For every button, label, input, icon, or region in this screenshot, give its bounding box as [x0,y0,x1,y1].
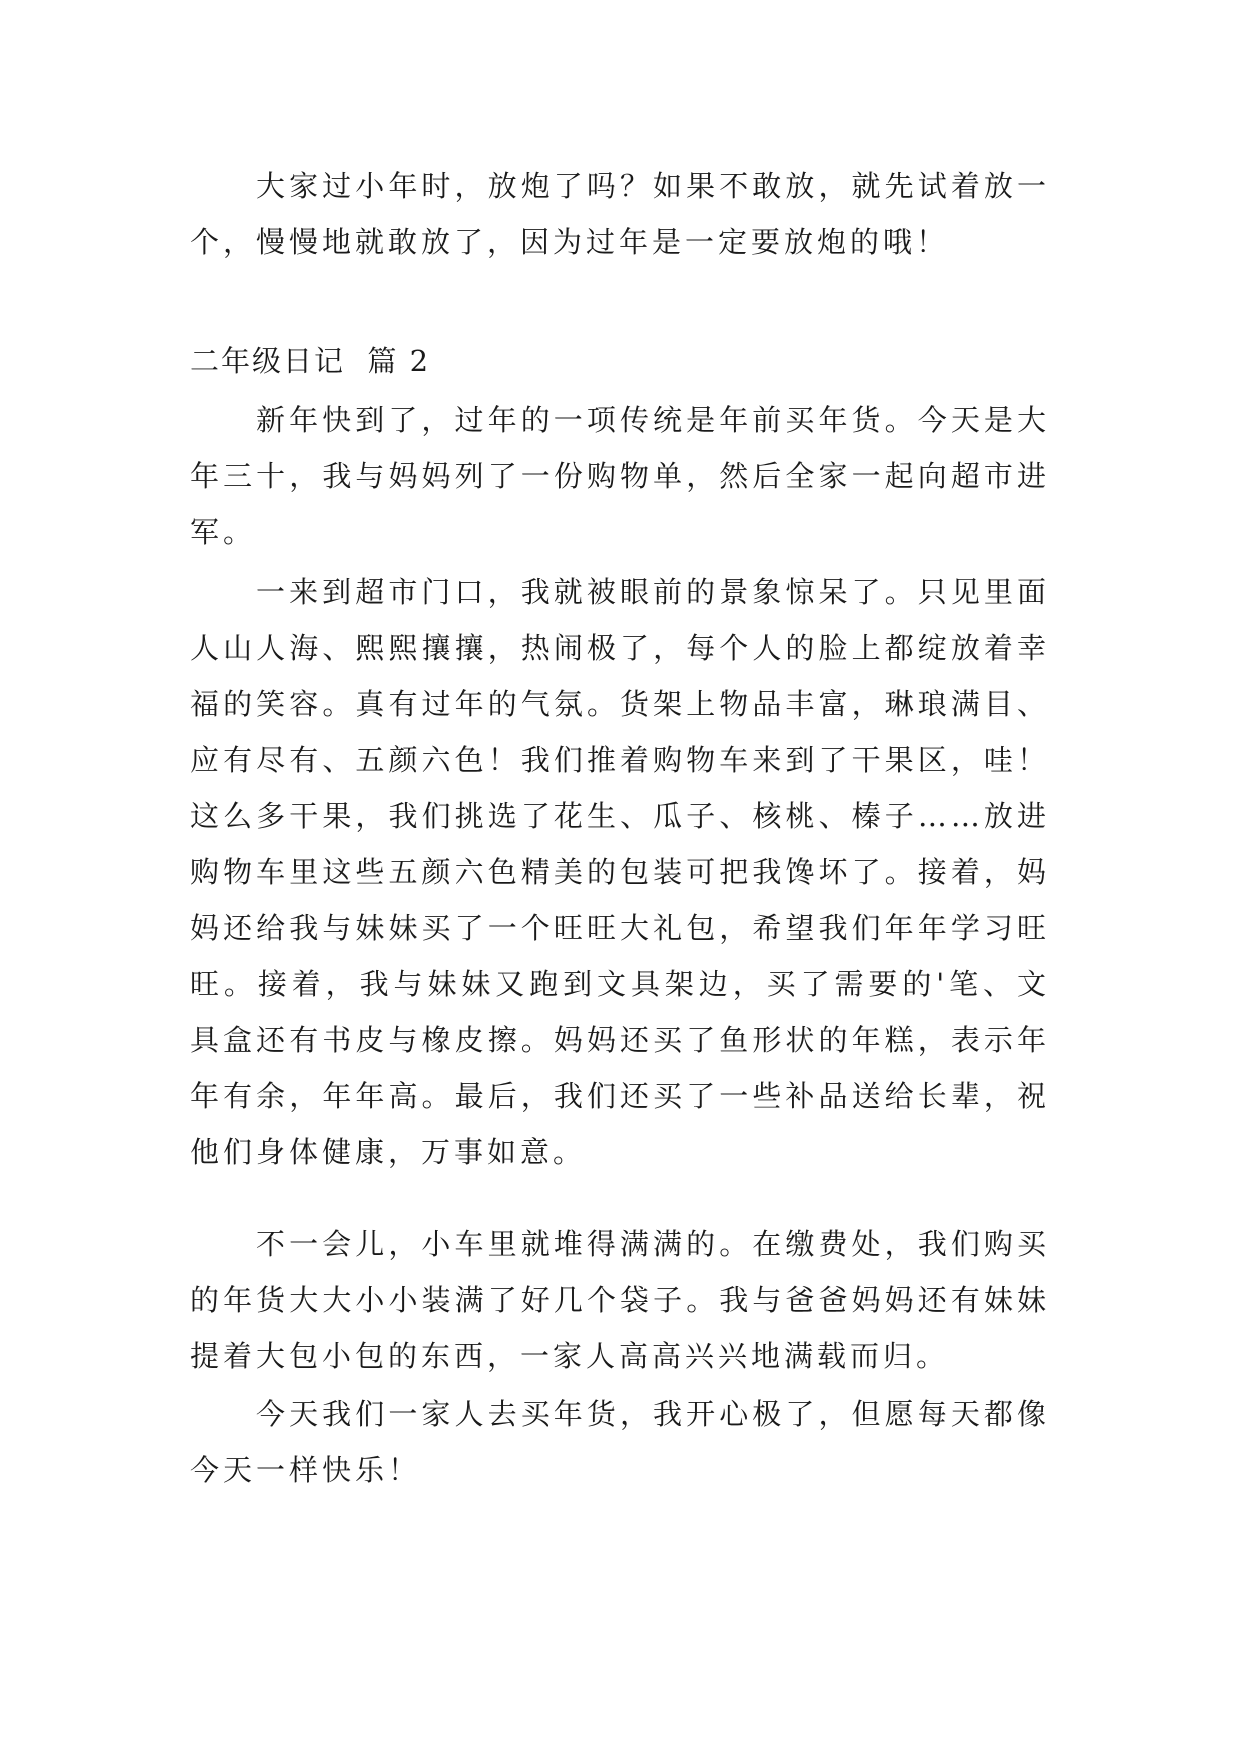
paragraph-4: 今天我们一家人去买年货，我开心极了，但愿每天都像今天一样快乐！ [190,1397,1050,1487]
paragraph-2: 一来到超市门口，我就被眼前的景象惊呆了。只见里面人山人海、熙熙攘攘，热闹极了，每个人的脸上都绽放着幸福的笑容。真有过年的气氛。货架上物品丰富，琳琅满目、应有尽有、五颜六色！我们推着购物车来到了干果区，哇！这么多干果，我们挑选了花生、瓜子、核桃、榛子……放进购物车里这些五颜六色精美的包装可把我馋坏了。接着，妈妈还给我与妹妹买了一个旺旺大礼包，希望我们年年学习旺旺。接着，我与妹妹又跑到文具架边，买了需要的'笔、文具盒还有书皮与橡皮擦。妈妈还买了鱼形状的年糕，表示年年有余，年年高。最后，我们还买了一些补品送给长辈，祝他们身体健康，万事如意。 [190,575,1050,1169]
paragraph-1: 新年快到了，过年的一项传统是年前买年货。今天是大年三十，我与妈妈列了一份购物单，然后全家一起向超市进军。 [190,403,1050,549]
intro-paragraph: 大家过小年时，放炮了吗？如果不敢放，就先试着放一个，慢慢地就敢放了，因为过年是一定要放炮的哦！ [190,169,1050,259]
paragraph-3: 不一会儿，小车里就堆得满满的。在缴费处，我们购买的年货大大小小装满了好几个袋子。我与爸爸妈妈还有妹妹提着大包小包的东西，一家人高高兴兴地满载而归。 [190,1227,1050,1373]
section-heading: 二年级日记 篇 2 [190,344,431,378]
